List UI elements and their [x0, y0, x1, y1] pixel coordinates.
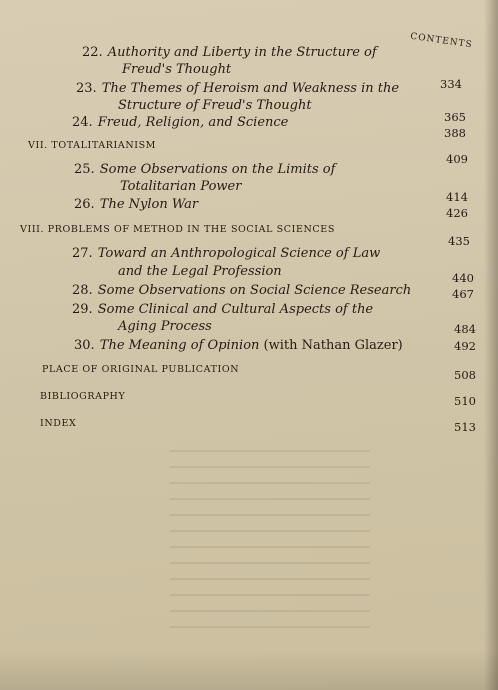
entry-26: 26. The Nylon War — [74, 197, 199, 212]
entry-23-line1: 23. The Themes of Heroism and Weakness in the — [76, 81, 400, 96]
page-number: 409 — [446, 152, 468, 166]
page-number: 492 — [454, 339, 476, 353]
entry-23-line2: Structure of Freud's Thought — [118, 98, 312, 113]
page-number: 388 — [444, 126, 466, 140]
page-number: 440 — [452, 271, 474, 285]
back-matter-place-of-publication: PLACE OF ORIGINAL PUBLICATION — [42, 364, 240, 375]
page-number: 414 — [446, 190, 468, 204]
entry-30: 30. The Meaning of Opinion (with Nathan Glazer) — [74, 338, 403, 353]
entry-25-line1: 25. Some Observations on the Limits of — [74, 162, 336, 177]
entry-25-line2: Totalitarian Power — [120, 179, 242, 194]
page-number: 510 — [454, 394, 476, 408]
entry-24: 24. Freud, Religion, and Science — [72, 115, 289, 130]
page-number: 484 — [454, 322, 476, 336]
back-matter-bibliography: BIBLIOGRAPHY — [40, 391, 126, 402]
entry-29-line1: 29. Some Clinical and Cultural Aspects of the — [72, 302, 374, 317]
page-number: 508 — [454, 368, 476, 382]
back-matter-index: INDEX — [40, 418, 77, 429]
page-number: 334 — [440, 77, 462, 91]
page-number: 513 — [454, 420, 476, 434]
entry-28: 28. Some Observations on Social Science Research — [72, 283, 412, 298]
entry-27-line2: and the Legal Profession — [118, 264, 282, 279]
page-edge-shadow — [484, 0, 498, 690]
show-through-text — [170, 450, 370, 640]
page-number: 365 — [444, 110, 466, 124]
entry-22-line2: Freud's Thought — [122, 62, 232, 77]
page-number: 435 — [448, 234, 470, 248]
page-number: 426 — [446, 206, 468, 220]
page-number: 467 — [452, 287, 474, 301]
entry-29-line2: Aging Process — [118, 319, 212, 334]
section-heading-vii: VII. TOTALITARIANISM — [28, 140, 157, 151]
section-heading-viii: VIII. PROBLEMS OF METHOD IN THE SOCIAL SCIENCES — [20, 224, 335, 235]
page-bottom-shadow — [0, 650, 498, 690]
running-head: CONTENTS — [409, 31, 474, 51]
entry-22-line1: 22. Authority and Liberty in the Structure of — [82, 45, 377, 60]
entry-27-line1: 27. Toward an Anthropological Science of Law — [72, 246, 381, 261]
